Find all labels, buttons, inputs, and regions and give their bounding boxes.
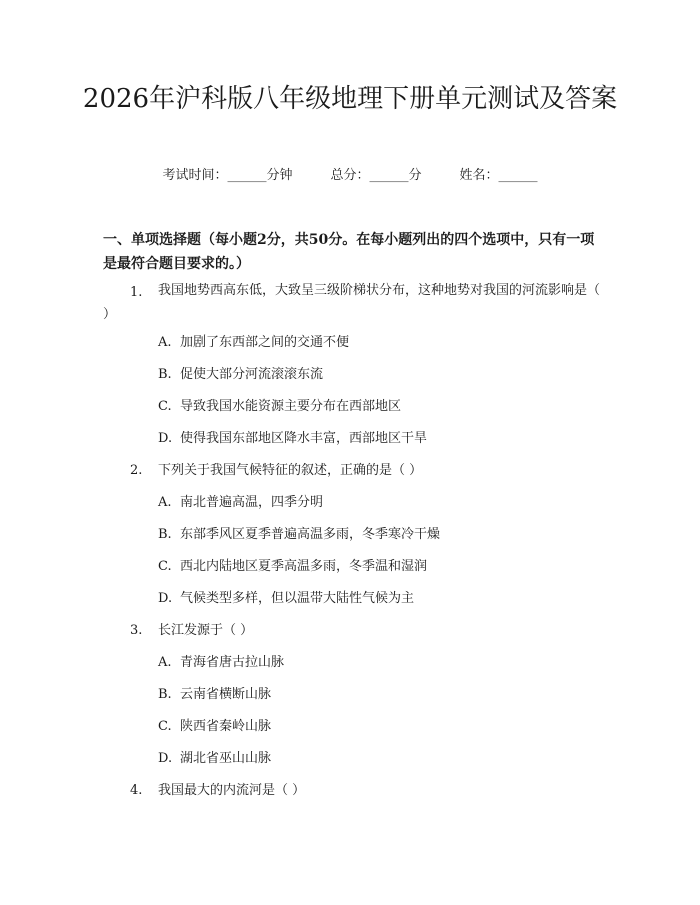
option-label: D.	[158, 591, 173, 606]
question-3-option-d	[158, 749, 271, 769]
option-label: D.	[158, 751, 173, 766]
option-label: D.	[158, 431, 173, 446]
option-text: 使得我国东部地区降水丰富，西部地区干旱	[180, 431, 428, 446]
option-label: A.	[158, 495, 172, 510]
option-label: B.	[158, 687, 172, 702]
option-text: 东部季风区夏季普遍高温多雨，冬季寒冷干燥	[180, 527, 441, 542]
option-label: B.	[158, 527, 172, 542]
option-label: B.	[158, 367, 172, 382]
option-label: A.	[158, 655, 172, 670]
question-4-text: 我国最大的内流河是（ ）	[158, 783, 306, 798]
question-2-option-b	[158, 525, 440, 545]
page-title: 2026年沪科版八年级地理下册单元测试及答案	[82, 84, 618, 114]
option-text: 云南省横断山脉	[180, 687, 272, 702]
option-text: 湖北省巫山山脉	[180, 751, 272, 766]
question-1-text: 我国地势西高东低，大致呈三级阶梯状分布，这种地势对我国的河流影响是（ ）	[103, 283, 601, 322]
student-name-field: 姓名：______	[459, 168, 538, 183]
option-label: C.	[158, 559, 172, 574]
question-2-option-d	[158, 589, 414, 609]
question-1-number: 1.	[130, 285, 143, 300]
question-3-number: 3.	[130, 623, 143, 638]
option-text: 南北普遍高温，四季分明	[180, 495, 324, 510]
total-score-field: 总分：______分	[330, 168, 422, 183]
exam-time-field: 考试时间：______分钟	[162, 168, 293, 183]
question-3-option-b	[158, 685, 271, 705]
question-2-number: 2.	[130, 463, 143, 478]
question-2-text: 下列关于我国气候特征的叙述，正确的是（ ）	[158, 463, 423, 478]
option-text: 导致我国水能资源主要分布在西部地区	[180, 399, 402, 414]
option-label: C.	[158, 399, 172, 414]
option-text: 促使大部分河流滚滚东流	[180, 367, 324, 382]
question-1-option-d	[158, 429, 427, 449]
option-text: 青海省唐古拉山脉	[180, 655, 285, 670]
option-label: A.	[158, 335, 172, 350]
question-1-option-a	[158, 333, 349, 353]
option-text: 西北内陆地区夏季高温多雨，冬季温和湿润	[180, 559, 428, 574]
option-text: 气候类型多样，但以温带大陆性气候为主	[180, 591, 415, 606]
question-3-option-c	[158, 717, 271, 737]
question-2-option-a	[158, 493, 323, 513]
option-label: C.	[158, 719, 172, 734]
section-heading: 一、单项选择题（每小题2分，共50分。在每小题列出的四个选项中，只有一项是最符合题目要求的。）	[103, 232, 595, 272]
option-text: 陕西省秦岭山脉	[180, 719, 272, 734]
question-1-option-b	[158, 365, 323, 385]
question-3-text: 长江发源于（ ）	[158, 623, 254, 638]
question-3-option-a	[158, 653, 284, 673]
exam-meta	[0, 166, 700, 186]
option-text: 加剧了东西部之间的交通不便	[180, 335, 350, 350]
question-4-number: 4.	[130, 783, 143, 798]
question-1-option-c	[158, 397, 401, 417]
question-2-option-c	[158, 557, 427, 577]
